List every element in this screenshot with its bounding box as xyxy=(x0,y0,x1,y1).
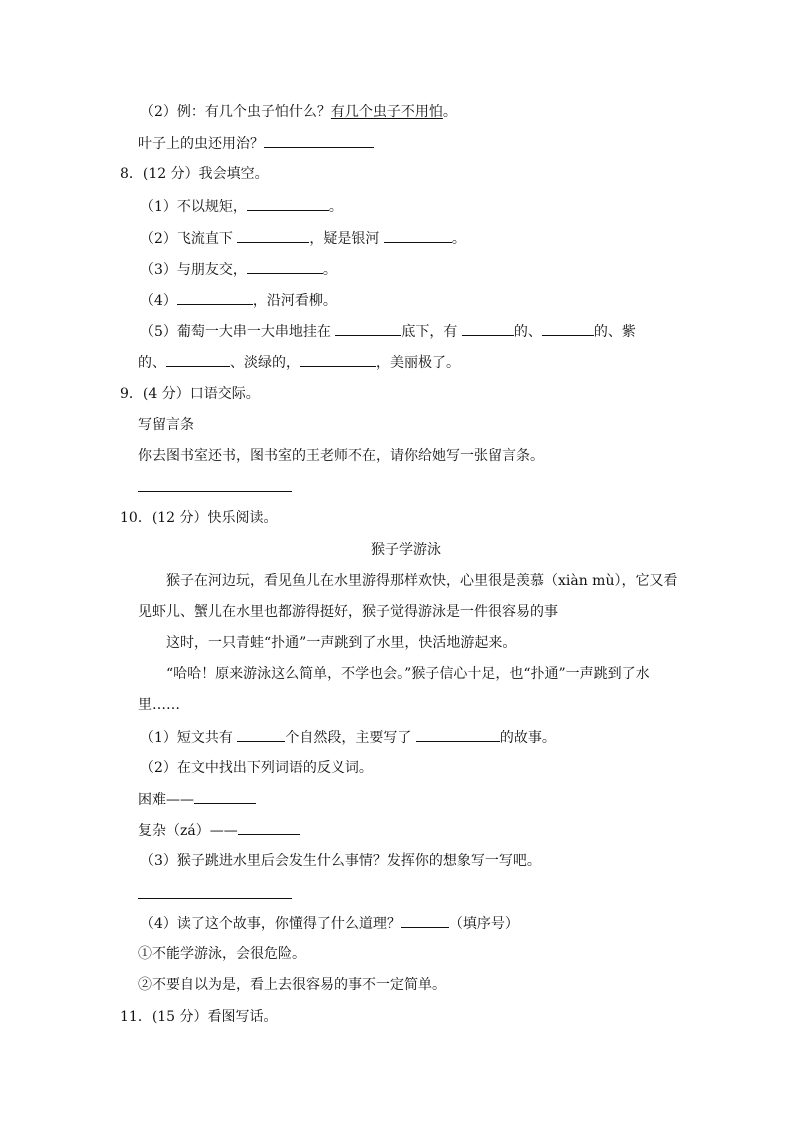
q10-word2-blank[interactable] xyxy=(238,820,300,835)
q10-sub1-text: （1）短文共有 xyxy=(140,730,233,746)
passage-title: 猴子学游泳 xyxy=(371,542,441,558)
q11-header: 11．(15 分）看图写话。 xyxy=(120,1009,278,1025)
passage-p3-line1: “哈哈！原来游泳这么简单，不学也会。”猴子信心十足，也“扑通”一声跳到了水 xyxy=(166,666,650,682)
q8-item5-blank4[interactable] xyxy=(166,352,230,367)
q8-item3-end: 。 xyxy=(322,262,337,278)
q10-sub3: （3）猴子跳进水里后会发生什么事情？发挥你的想象写一写吧。 xyxy=(140,853,541,869)
q7-question: 叶子上的虫还用治？ xyxy=(138,136,264,152)
q8-item2-end: 。 xyxy=(451,231,466,247)
q8-item2-blank1[interactable] xyxy=(237,228,309,243)
q8-item5-line1 xyxy=(140,321,636,342)
q8-item4-blank[interactable] xyxy=(177,290,253,305)
q10-sub1-end: 的故事。 xyxy=(499,730,556,746)
q10-word2 xyxy=(138,820,300,841)
q7-example-end: 。 xyxy=(442,104,457,120)
q8-item5-mid1: 底下，有 xyxy=(401,324,458,340)
passage-p1-line2: 见虾儿、蟹儿在水里也都游得挺好，猴子觉得游泳是一件很容易的事 xyxy=(138,604,558,620)
q8-item3 xyxy=(140,259,337,280)
q8-header: 8．(12 分）我会填空。 xyxy=(120,166,269,182)
q7-part2-intro: （2）例：有几个虫子怕什么？ xyxy=(140,104,331,120)
q10-sub4-end: （填序号） xyxy=(448,916,519,932)
q8-item2-blank2[interactable] xyxy=(384,228,452,243)
q8-item5-blank5[interactable] xyxy=(300,352,376,367)
q8-item5-text: （5）葡萄一大串一大串地挂在 xyxy=(140,324,331,340)
q10-sub3-answer-line[interactable] xyxy=(138,898,292,899)
q8-item4-text: （4） xyxy=(140,293,177,309)
q10-sub4 xyxy=(140,913,519,934)
q9-prompt: 你去图书室还书，图书室的王老师不在，请你给她写一张留言条。 xyxy=(138,448,544,464)
q8-item4 xyxy=(140,290,337,311)
q10-word1-text: 困难—— xyxy=(138,792,194,808)
q9-header: 9．(4 分）口语交际。 xyxy=(120,386,260,402)
q8-item1 xyxy=(140,196,343,217)
q8-item5-blank2[interactable] xyxy=(462,321,514,336)
q8-item5-blank3[interactable] xyxy=(542,321,594,336)
q10-sub4-blank[interactable] xyxy=(401,913,449,928)
q8-item1-text: （1）不以规矩， xyxy=(140,199,247,215)
q10-sub2: （2）在文中找出下列词语的反义词。 xyxy=(140,760,373,776)
q7-part2-line xyxy=(140,102,457,122)
q8-item5-blank1[interactable] xyxy=(335,321,401,336)
q10-sub4-text: （4）读了这个故事，你懂得了什么道理？ xyxy=(140,916,401,932)
q10-header: 10．(12 分）快乐阅读。 xyxy=(120,510,278,526)
q10-sub1 xyxy=(140,727,556,748)
passage-p2: 这时，一只青蛙“扑通”一声跳到了水里，快活地游起来。 xyxy=(166,635,517,651)
q7-answer-blank[interactable] xyxy=(264,133,374,148)
q7-example-answer: 有几个虫子不用怕 xyxy=(330,104,443,120)
q10-word1-blank[interactable] xyxy=(194,789,256,804)
q8-item3-blank[interactable] xyxy=(247,259,323,274)
q10-option-1: ①不能学游泳，会很危险。 xyxy=(138,946,306,962)
q8-item5-mid3: 的、紫 xyxy=(593,324,636,340)
q8-item5-line2-end: ，美丽极了。 xyxy=(376,355,460,371)
q8-item2-text: （2）飞流直下 xyxy=(140,231,233,247)
q8-item1-blank[interactable] xyxy=(247,196,329,211)
q7-question-line xyxy=(138,133,374,154)
q8-item5-mid2: 的、 xyxy=(513,324,542,340)
q8-item2 xyxy=(140,228,466,249)
q8-item2-mid: ，疑是银河 xyxy=(309,231,380,247)
q10-sub1-blank1[interactable] xyxy=(237,727,285,742)
q8-item1-end: 。 xyxy=(328,199,343,215)
q8-item5-line2-mid: 、淡绿的， xyxy=(230,355,300,371)
passage-p1-line1: 猴子在河边玩，看见鱼儿在水里游得那样欢快，心里很是羡慕（xiàn mù），它又看 xyxy=(166,573,678,589)
q8-item5-line2-start: 的、 xyxy=(138,355,166,371)
q9-subtitle: 写留言条 xyxy=(138,417,194,433)
q10-sub1-mid: 个自然段，主要写了 xyxy=(285,730,412,746)
q10-option-2: ②不要自以为是，看上去很容易的事不一定简单。 xyxy=(138,977,446,993)
q10-sub1-blank2[interactable] xyxy=(416,727,500,742)
q10-word2-text: 复杂（zá）—— xyxy=(138,823,238,839)
q10-word1 xyxy=(138,789,256,810)
q8-item4-end: ，沿河看柳。 xyxy=(252,293,337,309)
q9-answer-line[interactable] xyxy=(138,491,292,492)
q8-item5-line2 xyxy=(138,352,460,373)
q8-item3-text: （3）与朋友交， xyxy=(140,262,247,278)
passage-p3-line2: 里…… xyxy=(138,697,180,713)
